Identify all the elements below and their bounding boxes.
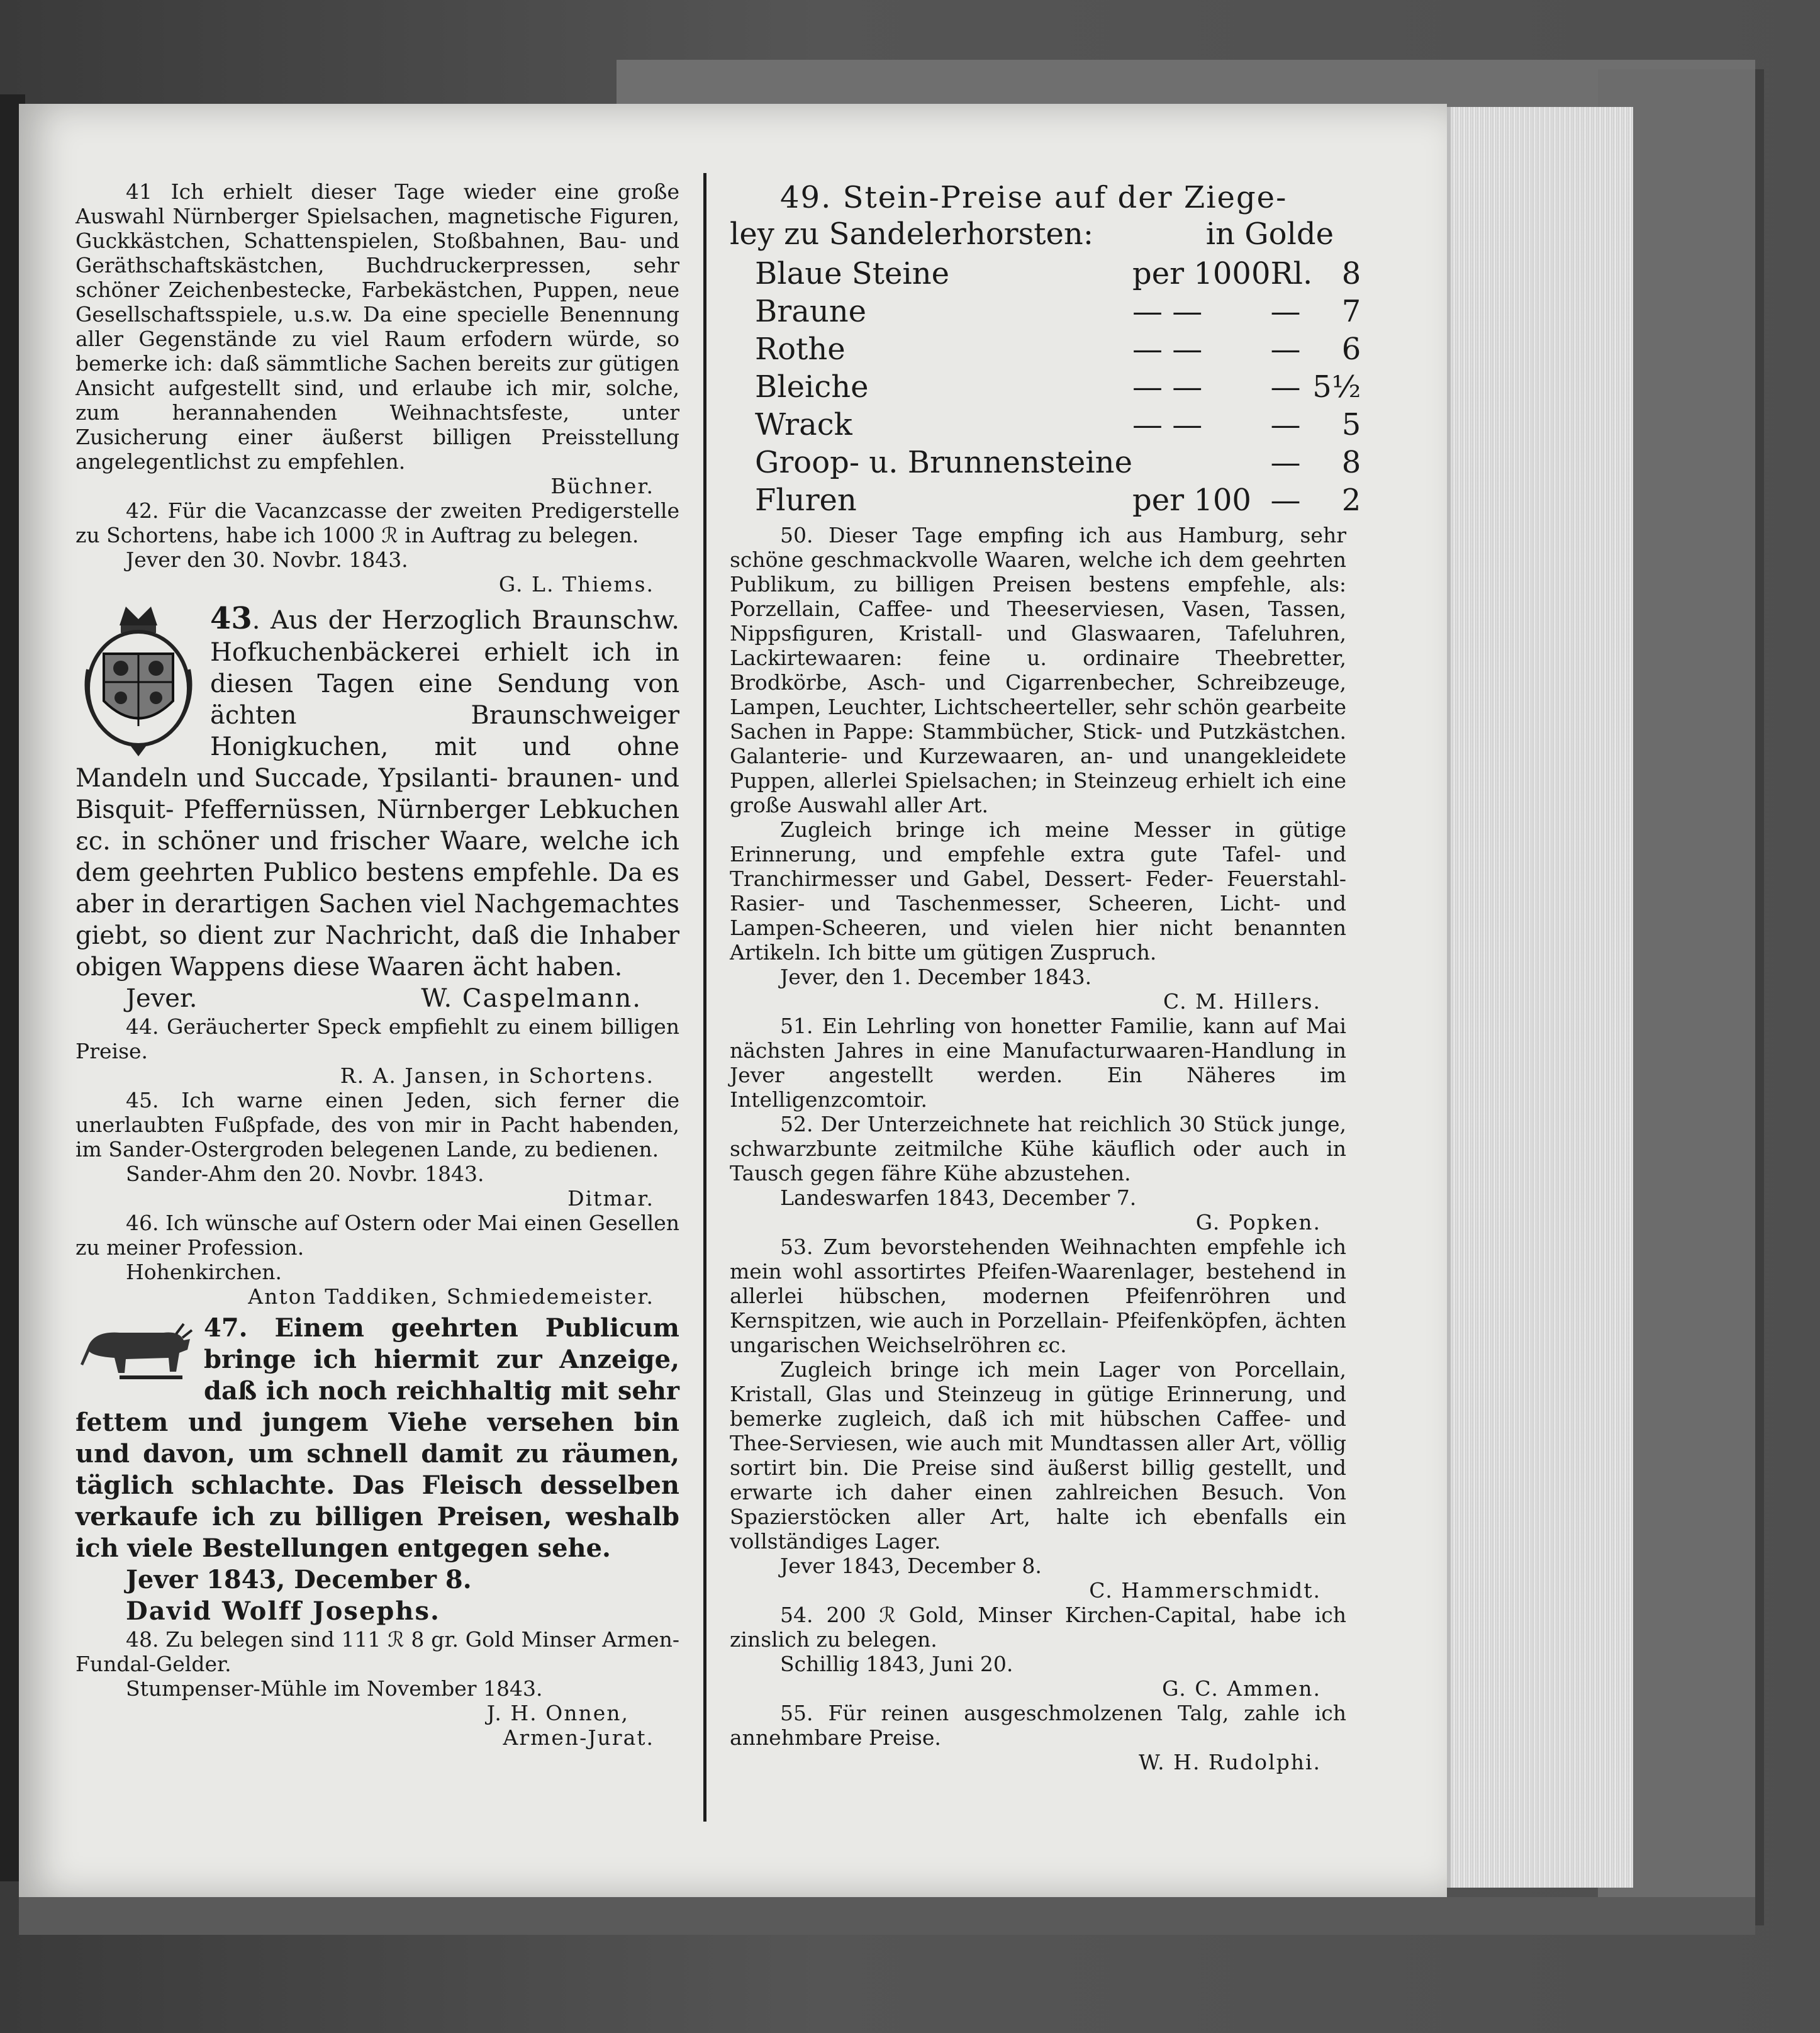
price-row-per bbox=[1132, 444, 1271, 481]
ad-49-heading-left: ley zu Sandelerhorsten: bbox=[730, 216, 1094, 252]
ox-icon bbox=[75, 1315, 195, 1384]
ad-48-signature: J. H. Onnen, bbox=[486, 1701, 629, 1725]
price-row-value: 7 bbox=[1341, 294, 1361, 329]
ad-45-place: Sander-Ahm den 20. Novbr. 1843. bbox=[126, 1162, 484, 1186]
book-cover-bottom bbox=[19, 1897, 1755, 1935]
price-row-unit: — bbox=[1270, 294, 1301, 329]
price-row-name: Wrack bbox=[755, 407, 852, 442]
ad-54-text: 54. 200 ℛ Gold, Minser Kirchen-Capital, habe ich zinslich zu belegen. bbox=[730, 1603, 1346, 1652]
price-row-value: 8 bbox=[1341, 256, 1361, 291]
price-row-name: Braune bbox=[755, 294, 867, 329]
price-row bbox=[755, 444, 1361, 481]
price-row bbox=[755, 255, 1361, 293]
price-row bbox=[755, 481, 1361, 519]
column-rule bbox=[703, 173, 706, 1822]
ad-44-text: 44. Geräucherter Speck empfiehlt zu einem billigen Preise. bbox=[75, 1014, 679, 1063]
price-row-per: — — bbox=[1132, 369, 1203, 405]
ad-55-text: 55. Für reinen ausgeschmolzenen Talg, zahle ich annehmbare Preise. bbox=[730, 1701, 1346, 1750]
ad-47-text: 47. Einem geehrten Publicum bringe ich hiermit zur Anzeige, daß ich noch reichhaltig mit sehr fettem und jungem Viehe versehen bin und davon, um schnell damit zu räumen, täglich schlachte. Das Fleisch desselben verkaufe ich zu billigen Preisen, weshalb ich viele Bestellungen entgegen sehe. bbox=[75, 1313, 679, 1563]
ad-49-heading-right: in Golde bbox=[1205, 216, 1334, 252]
price-row-value: 5½ bbox=[1312, 369, 1361, 405]
ad-49 bbox=[730, 179, 1361, 519]
ad-54-signature: G. C. Ammen. bbox=[1162, 1676, 1321, 1701]
price-row bbox=[755, 368, 1361, 406]
ad-43-place: Jever. bbox=[126, 984, 198, 1013]
price-row-per: per 1000 bbox=[1132, 256, 1271, 291]
price-row-unit: Rl. bbox=[1270, 256, 1313, 291]
price-row bbox=[755, 330, 1361, 368]
ad-44-signature: R. A. Jansen, in Schortens. bbox=[340, 1063, 654, 1088]
ad-52-signature: G. Popken. bbox=[1195, 1210, 1321, 1235]
ad-46-place: Hohenkirchen. bbox=[126, 1260, 282, 1284]
book-cover-top bbox=[617, 60, 1755, 107]
price-row-name: Fluren bbox=[755, 483, 857, 518]
ad-49-heading-line1: 49. Stein-Preise auf der Ziege- bbox=[780, 180, 1288, 215]
ad-52-text: 52. Der Unterzeichnete hat reichlich 30 Stück junge, schwarzbunte zeitmilche Kühe käuflich oder auch in Tausch gegen fähre Kühe abzustehen. bbox=[730, 1112, 1346, 1185]
ad-41-signature: Büchner. bbox=[550, 474, 654, 498]
price-row-unit: — bbox=[1270, 369, 1301, 405]
ad-47 bbox=[75, 1313, 679, 1627]
price-row-per: — — bbox=[1132, 332, 1203, 367]
price-row-name: Blaue Steine bbox=[755, 256, 950, 291]
ad-50-text: 50. Dieser Tage empfing ich aus Hamburg, sehr schöne geschmackvolle Waaren, welche ich dem geehrten Publikum, zu billigen Preisen bestens empfehle, als: Porzellain, Caffee- und Theeserviesen, Vasen, Tassen, Nippsfiguren, Kristall- und Glaswaaren, Tafeluhren, Lackirtewaaren: feine u. ordinaire Theebretter, Brodkörbe, Asch- und Cigarrenbecher, Schreibzeuge, Lampen, Leuchter, Lichtscheerteller, sehr schön gearbeite Sachen in Pappe: Stammbücher, Stick- und Putzkästchen. Galanterie- und Kurzewaaren, an- und unangekleidete Puppen, allerlei Spielsachen; in Steinzeug erhielt ich eine große Auswahl aller Art. bbox=[730, 523, 1347, 817]
price-row-unit: — bbox=[1270, 445, 1301, 480]
ad-50-text2: Zugleich bringe ich meine Messer in gütige Erinnerung, und empfehle extra gute Tafel- und Tranchirmesser und Gabel, Dessert- Feder- Feuerstahl- Rasier- und Taschenmesser, Scheeren, Licht- und Lampen-Scheeren, und vielen hier nicht benannten Artikeln. Ich bitte um gütigen Zuspruch. bbox=[730, 817, 1346, 965]
ad-53-text: 53. Zum bevorstehenden Weihnachten empfehle ich mein wohl assortirtes Pfeifen-Waarenlager, bestehend in allerlei hübschen, modernen Pfeifenröhren und Kernspitzen, wie auch in Porzellain- Pfeifenköpfen, ächten ungarischen Weichselröhren ɛc. bbox=[730, 1235, 1346, 1357]
ad-54-place: Schillig 1843, Juni 20. bbox=[780, 1652, 1013, 1676]
price-row bbox=[755, 293, 1361, 330]
ducal-coat-of-arms-icon bbox=[75, 600, 201, 758]
ad-41-text: 41 Ich erhielt dieser Tage wieder eine große Auswahl Nürnberger Spielsachen, magnetische Figuren, Guckkästchen, Schattenspielen, Stoßbahnen, Bau- und Geräthschaftskästchen, Buchdruckerpressen, sehr schöner Zeichenbestecke, Farbekästchen, Puppen, neue Gesellschaftsspiele, u.s.w. Da eine specielle Benennung aller Gegenstände zu viel Raum erfodern würde, so bemerke ich: daß sämmtliche Sachen bereits zur gütigen Ansicht aufgestellt sind, und erlaube ich mir, solche, zum herannahenden Weihnachtsfeste, unter Zusicherung einer äußerst billigen Preisstellung angelegentlichst zu empfehlen. bbox=[75, 179, 679, 474]
ad-47-signature: David Wolff Josephs. bbox=[126, 1596, 440, 1626]
ad-42-text: 42. Für die Vacanzcasse der zweiten Predigerstelle zu Schortens, habe ich 1000 ℛ in Auftrag zu belegen. bbox=[75, 498, 679, 547]
ad-42-place: Jever den 30. Novbr. 1843. bbox=[126, 547, 408, 572]
ad-53-text2: Zugleich bringe ich mein Lager von Porcellain, Kristall, Glas und Steinzeug in gütige Erinnerung, und bemerke zugleich, daß ich mit hübschen Caffee- und Thee-Serviesen, wie auch mit Mundtassen aller Art, völlig sortirt bin. Die Preise sind äußerst billig gestellt, und erwarte ich daher einen zahlreichen Besuch. Von Spazierstöcken aller Art, halte ich ebenfalls ein vollständiges Lager. bbox=[730, 1357, 1346, 1554]
price-row-name: Rothe bbox=[755, 332, 846, 367]
ad-53-signature: C. Hammerschmidt. bbox=[1089, 1578, 1321, 1603]
ad-49-heading-line2 bbox=[730, 216, 1346, 252]
left-column bbox=[75, 179, 679, 1750]
ad-55-signature: W. H. Rudolphi. bbox=[1139, 1750, 1321, 1774]
price-row-value: 6 bbox=[1341, 332, 1361, 367]
price-row-per: — — bbox=[1132, 294, 1203, 329]
ad-53-place: Jever 1843, December 8. bbox=[780, 1554, 1042, 1578]
ad-43-footer bbox=[75, 983, 679, 1014]
ad-43-number: 43 bbox=[210, 601, 252, 636]
ad-50-signature: C. M. Hillers. bbox=[1163, 989, 1321, 1014]
ad-52-place: Landeswarfen 1843, December 7. bbox=[780, 1185, 1137, 1210]
ad-43 bbox=[75, 600, 679, 1014]
ad-45-signature: Ditmar. bbox=[567, 1186, 654, 1211]
ad-48-place: Stumpenser-Mühle im November 1843. bbox=[126, 1676, 543, 1701]
ad-46-text: 46. Ich wünsche auf Ostern oder Mai einen Gesellen zu meiner Profession. bbox=[75, 1211, 679, 1260]
price-row-value: 2 bbox=[1341, 483, 1361, 518]
page-edges bbox=[1447, 107, 1633, 1888]
price-row-per: — — bbox=[1132, 407, 1203, 442]
price-row-name: Bleiche bbox=[755, 369, 869, 405]
price-row-value: 5 bbox=[1341, 407, 1361, 442]
price-row bbox=[755, 406, 1361, 444]
right-column bbox=[730, 179, 1361, 1774]
ad-46-signature: Anton Taddiken, Schmiedemeister. bbox=[248, 1284, 654, 1309]
ad-48-text: 48. Zu belegen sind 111 ℛ 8 gr. Gold Minser Armen-Fundal-Gelder. bbox=[75, 1627, 679, 1676]
ad-48-signature2: Armen-Jurat. bbox=[503, 1725, 654, 1750]
ad-43-signature: W. Caspelmann. bbox=[421, 984, 642, 1013]
price-table bbox=[755, 255, 1361, 519]
ad-51-text: 51. Ein Lehrling von honetter Familie, kann auf Mai nächsten Jahres in eine Manufacturwaaren-Handlung in Jever angestellt werden. Ein Näheres im Intelligenzcomtoir. bbox=[730, 1014, 1346, 1112]
price-row-per: per 100 bbox=[1132, 483, 1251, 518]
price-row-unit: — bbox=[1270, 483, 1301, 518]
price-row-unit: — bbox=[1270, 332, 1301, 367]
ad-42-signature: G. L. Thiems. bbox=[498, 572, 654, 596]
price-row-unit: — bbox=[1270, 407, 1301, 442]
price-row-name: Groop- u. Brunnensteine bbox=[755, 445, 1132, 480]
ad-43-text: . Aus der Herzoglich Braunschw. Hofkuchenbäckerei erhielt ich in diesen Tagen eine Sendung von ächten Braunschweiger Honigkuchen, mit und ohne Mandeln und Succade, Ypsilanti- braunen- und Bisquit- Pfeffernüssen, Nürnberger Lebkuchen ɛc. in schöner und frischer Waare, welche ich dem geehrten Publico bestens empfehle. Da es aber in derartigen Sachen viel Nachgemachtes giebt, so dient zur Nachricht, daß die Inhaber obigen Wappens diese Waaren ächt haben. bbox=[75, 606, 679, 982]
price-row-value: 8 bbox=[1341, 445, 1361, 480]
ad-47-place: Jever 1843, December 8. bbox=[126, 1565, 472, 1594]
ad-50-place: Jever, den 1. December 1843. bbox=[780, 965, 1092, 989]
ad-45-text: 45. Ich warne einen Jeden, sich ferner die unerlaubten Fußpfade, des von mir in Pacht habenden, im Sander-Ostergroden belegenen Lande, zu bedienen. bbox=[75, 1088, 679, 1162]
